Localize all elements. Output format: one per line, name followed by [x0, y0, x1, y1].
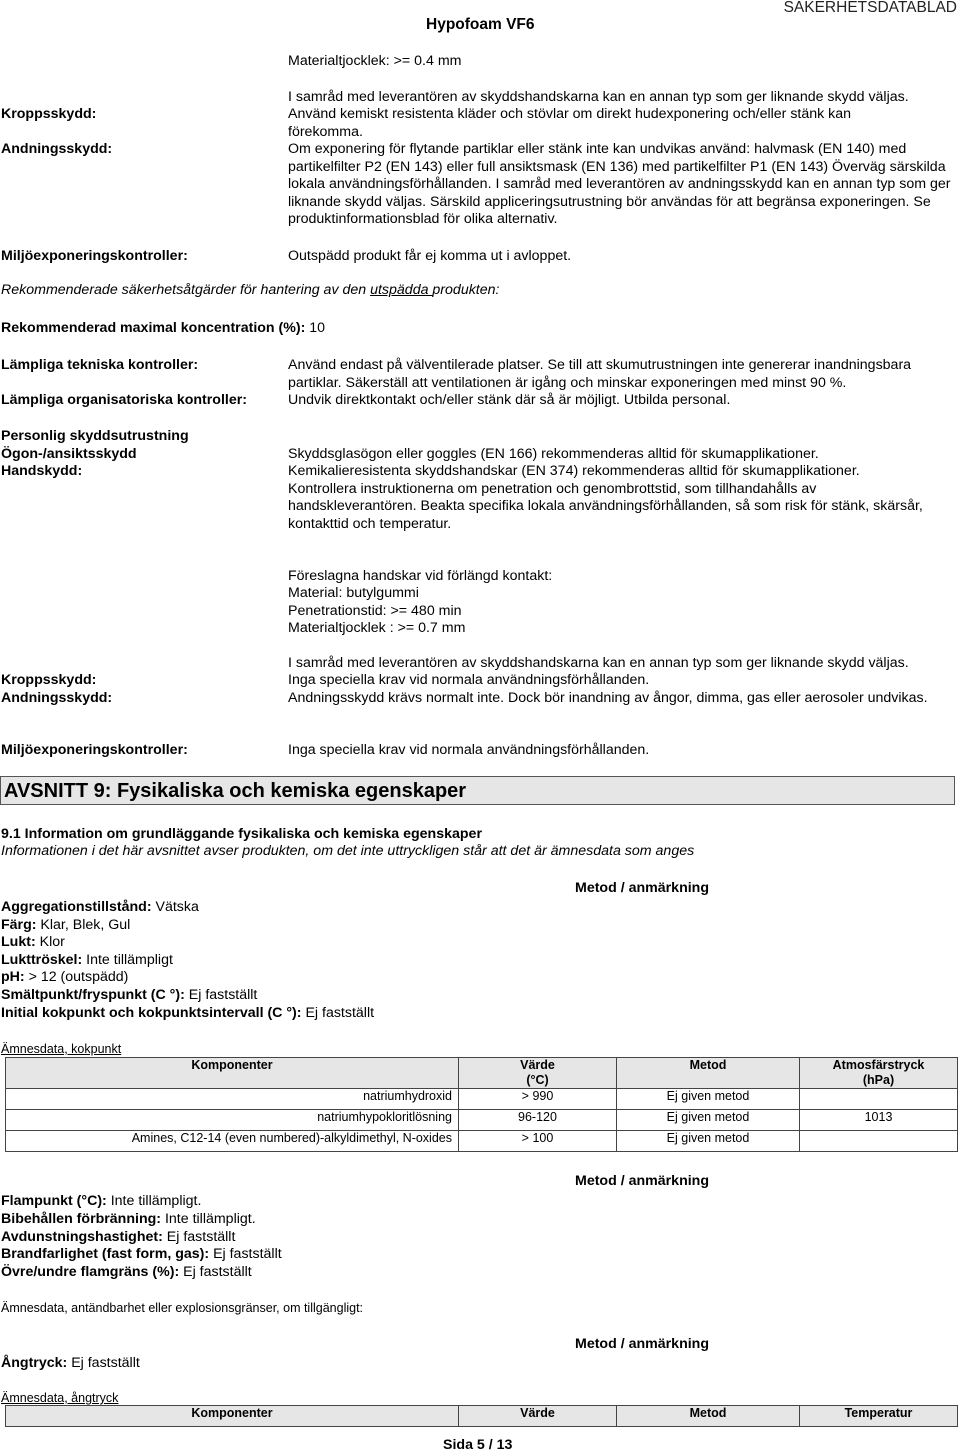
property-row: [1, 952, 173, 970]
property-label: Initial kokpunkt och kokpunktsintervall (C °):: [1, 1004, 302, 1021]
method-column-header-2: Metod / anmärkning: [575, 1173, 710, 1189]
property-value: Klar, Blek, Gul: [40, 916, 131, 933]
table-cell: natriumhydroxid: [6, 1089, 459, 1110]
table-header-row: [6, 1058, 958, 1089]
property-value: Inte tillämpligt.: [164, 1210, 256, 1227]
diluted-body-protection-label: Kroppsskydd:: [1, 672, 97, 688]
method-column-header-3: Metod / anmärkning: [575, 1336, 710, 1352]
respiratory-protection-label: Andningsskydd:: [1, 141, 113, 157]
vapor-pressure-value: Ej fastställt: [71, 1355, 140, 1371]
table-cell: Ej given metod: [617, 1110, 800, 1131]
diluted-respiratory-label: Andningsskydd:: [1, 690, 113, 706]
table-cell: 96-120: [459, 1110, 617, 1131]
col-method: Metod: [617, 1406, 800, 1427]
property-label: Flampunkt (°C):: [1, 1193, 107, 1209]
property-row: [1, 1193, 201, 1211]
property-label: Lukt:: [1, 934, 36, 951]
table-cell: > 100: [459, 1131, 617, 1152]
table-cell: Ej given metod: [617, 1089, 800, 1110]
table-cell: > 990: [459, 1089, 617, 1110]
body-protection-label: Kroppsskydd:: [1, 106, 97, 122]
property-row: [1, 1264, 252, 1282]
eye-protection-label: Ögon-/ansiktsskydd: [1, 446, 137, 462]
max-concentration-label: Rekommenderad maximal koncentration (%):: [1, 320, 306, 336]
col-value: Värde: [459, 1406, 617, 1427]
property-value: Inte tillämpligt.: [110, 1193, 202, 1209]
property-label: Lukttröskel:: [1, 951, 83, 968]
property-label: Bibehållen förbränning:: [1, 1210, 162, 1227]
section-9-header: AVSNITT 9: Fysikaliska och kemiska egenskaper: [0, 776, 955, 805]
vapor-pressure-label: Ångtryck:: [1, 1355, 68, 1371]
diluted-body-protection-value: Inga speciella krav vid normala användningsförhållanden.: [288, 672, 650, 688]
section-9-1-note: Informationen i det här avsnittet avser produkten, om det inte uttryckligen står att det är ämnesdata som anges: [1, 843, 695, 859]
property-label: Färg:: [1, 916, 37, 933]
diluted-environmental-value: Inga speciella krav vid normala användningsförhållanden.: [288, 742, 650, 758]
property-value: Vätska: [155, 899, 199, 915]
product-name: Hypofoam VF6: [426, 16, 535, 33]
organisational-controls-value: Undvik direktkontakt och/eller stänk där så är möjligt. Utbilda personal.: [288, 392, 731, 408]
property-row: [1, 899, 199, 917]
property-value: Inte tillämpligt: [86, 951, 173, 968]
organisational-controls-label: Lämpliga organisatoriska kontroller:: [1, 392, 247, 408]
glove-penetration: Penetrationstid: >= 480 min: [288, 603, 462, 619]
body-protection-value: Använd kemiskt resistenta kläder och stövlar om direkt hudexponering och/eller stänk kan förekomma.: [288, 106, 852, 140]
property-row: [1, 1211, 256, 1229]
property-label: Övre/undre flamgräns (%):: [1, 1264, 180, 1281]
technical-controls-label: Lämpliga tekniska kontroller:: [1, 357, 199, 373]
property-value: Ej fastställt: [188, 987, 258, 1003]
diluted-heading-post: produkten:: [432, 282, 500, 298]
property-label: Avdunstningshastighet:: [1, 1228, 163, 1245]
environmental-controls-value: Outspädd produkt får ej komma ut i avloppet.: [288, 248, 572, 264]
ppe-label: Personlig skyddsutrustning: [1, 428, 189, 444]
table-cell: [800, 1131, 958, 1152]
property-value: Ej fastställt: [166, 1228, 236, 1245]
property-row: [1, 934, 65, 952]
col-method: Metod: [617, 1058, 800, 1089]
document-type: SÄKERHETSDATABLAD: [783, 0, 957, 16]
respiratory-protection-value: Om exponering för flytande partiklar eller stänk inte kan undvikas använd: halvmask (EN 140) med partikelfilter P2 (EN 143) eller full ansiktsmask (EN 136) med partikelfilter P1 (EN 143) Överväg särskilda lokala användningsförhållanden. I samråd med leverantören av andningsskydd kan en annan typ som ger liknande skydd väljas. Särskild appliceringsutrustning bör användas för att begränsa exponeringen. Se produktinformationsblad för olika alternativ.: [288, 141, 951, 227]
section-9-1-title: 9.1 Information om grundläggande fysikaliska och kemiska egenskaper: [1, 826, 482, 842]
table-cell: natriumhypokloritlösning: [6, 1110, 459, 1131]
property-value: Ej fastställt: [213, 1246, 282, 1263]
property-value: > 12 (outspädd): [28, 969, 129, 986]
property-row: [1, 1005, 374, 1023]
max-concentration-value: 10: [309, 320, 326, 336]
property-label: pH:: [1, 969, 25, 986]
property-value: Ej fastställt: [183, 1264, 252, 1281]
eye-protection-value: Skyddsglasögon eller goggles (EN 166) rekommenderas alltid för skumapplikationer.: [288, 446, 819, 462]
page-number: Sida 5 / 13: [440, 1437, 515, 1455]
hand-protection-label: Handskydd:: [1, 463, 83, 479]
glove-thickness: Materialtjocklek : >= 0.7 mm: [288, 620, 466, 636]
diluted-environmental-label: Miljöexponeringskontroller:: [1, 742, 188, 758]
col-pressure: Atmosfärstryck (hPa): [800, 1058, 958, 1089]
table-cell: 1013: [800, 1110, 958, 1131]
diluted-heading-underlined: utspädda: [370, 282, 433, 298]
property-value: Ej fastställt: [305, 1004, 375, 1021]
property-label: Aggregationstillstånd:: [1, 899, 152, 915]
table-cell: [800, 1089, 958, 1110]
technical-controls-value: Använd endast på välventilerade platser. Se till att skumutrustningen inte genererar inandningsbara partiklar. Säkerställ att ventilationen är igång och minskar exponeringen med minst 90 %.: [288, 357, 912, 391]
glove-material: Material: butylgummi: [288, 585, 419, 601]
col-components: Komponenter: [6, 1406, 459, 1427]
col-value: Värde (°C): [459, 1058, 617, 1089]
diluted-respiratory-value: Andningsskydd krävs normalt inte. Dock bör inandning av ångor, dimma, gas eller aerosoler undvikas.: [288, 690, 928, 706]
vapor-pressure: [1, 1355, 140, 1373]
hand-protection-value: Kemikalieresistenta skyddshandskar (EN 374) rekommenderas alltid för skumapplikationer. Kontrollera instruktionerna om penetration och genombrottstid, som tillhandahålls av handskleverantören. Beakta specifika lokala användningsförhållanden, så som risk för stänk, skärsår, kontakttid och temperatur.: [288, 463, 923, 532]
property-label: Brandfarlighet (fast form, gas):: [1, 1246, 210, 1263]
property-value: Klor: [39, 934, 65, 951]
diluted-heading-pre: Rekommenderade säkerhetsåtgärder för hantering av den: [1, 282, 371, 298]
property-label: Smältpunkt/fryspunkt (C °):: [1, 987, 185, 1003]
boiling-point-caption: Ämnesdata, kokpunkt: [1, 1042, 122, 1056]
max-concentration: [1, 320, 325, 338]
property-row: [1, 969, 128, 987]
col-temperature: Temperatur: [800, 1406, 958, 1427]
property-row: [1, 1246, 282, 1264]
table-cell: Ej given metod: [617, 1131, 800, 1152]
table-row: [6, 1131, 958, 1152]
environmental-controls-label: Miljöexponeringskontroller:: [1, 248, 188, 264]
glove-supplier-note: I samråd med leverantören av skyddshandskarna kan en annan typ som ger liknande skydd väljas.: [288, 655, 909, 671]
vapor-pressure-caption: Ämnesdata, ångtryck: [1, 1391, 119, 1405]
property-row: [1, 987, 257, 1005]
table-row: [6, 1089, 958, 1110]
method-column-header: Metod / anmärkning: [575, 880, 710, 896]
flammability-caption: Ämnesdata, antändbarhet eller explosionsgränser, om tillgängligt:: [1, 1301, 364, 1315]
table-row: [6, 1110, 958, 1131]
property-row: [1, 1229, 235, 1247]
table-cell: Amines, C12-14 (even numbered)-alkyldimethyl, N-oxides: [6, 1131, 459, 1152]
boiling-point-table: [5, 1057, 958, 1152]
diluted-heading: [1, 282, 499, 300]
vapor-pressure-table: [5, 1405, 958, 1427]
glove-suggestion: Föreslagna handskar vid förlängd kontakt:: [288, 568, 553, 584]
col-components: Komponenter: [6, 1058, 459, 1089]
property-row: [1, 917, 130, 935]
table-header-row: [6, 1406, 958, 1427]
gloves-note: I samråd med leverantören av skyddshandskarna kan en annan typ som ger liknande skydd väljas.: [288, 89, 909, 105]
material-thickness: Materialtjocklek: >= 0.4 mm: [288, 53, 462, 69]
